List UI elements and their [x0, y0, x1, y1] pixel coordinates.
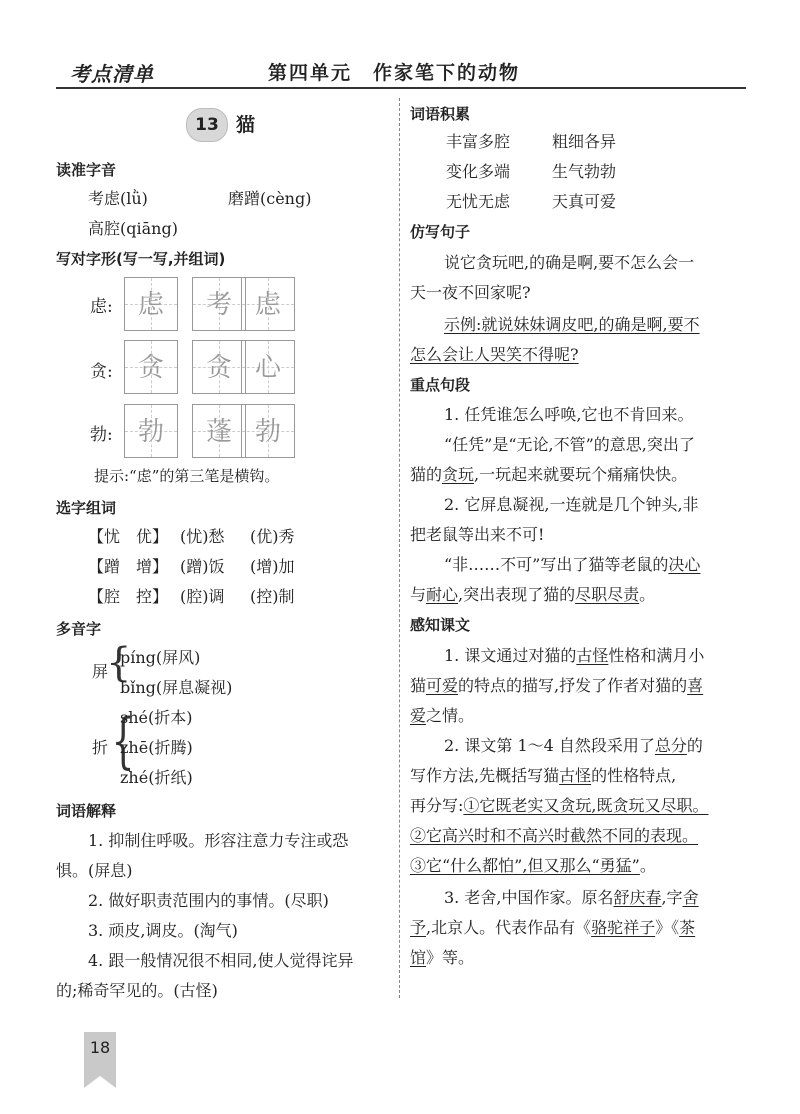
section-imitate-title: 仿写句子 [410, 223, 471, 241]
section-polyphone-title: 多音字 [56, 620, 102, 638]
lesson-title: 猫 [236, 114, 256, 136]
grid-cell: 虑 [241, 277, 295, 331]
brace-icon: { [106, 640, 132, 686]
header-unit-title: 第四单元 作家笔下的动物 [268, 62, 521, 84]
key-4b: 与耐心,突出表现了猫的尽职尽责。 [410, 585, 656, 604]
explain-1b: 惧。(屏息) [56, 861, 133, 880]
polyphone-zhe-2: zhē(折腾) [120, 738, 193, 757]
polyphone-zhe-1: shé(折本) [120, 708, 193, 727]
key-4a: “非……不可”写出了猫等老鼠的决心 [444, 555, 701, 574]
grid-cell: 虑 [124, 277, 178, 331]
section-pick-title: 选字组词 [56, 499, 117, 517]
perceive-3c: 馆》等。 [410, 948, 475, 967]
perceive-2b: 写作方法,先概括写猫古怪的性格特点, [410, 766, 677, 785]
perceive-2d: ②它高兴时和不高兴时截然不同的表现。 [410, 826, 699, 845]
perceive-2c: 再分写:①它既老实又贪玩,既贪玩又尽职。 [410, 796, 709, 815]
perceive-3a: 3. 老舍,中国作家。原名舒庆春,字舍 [444, 888, 699, 907]
key-2b: 猫的贪玩,一玩起来就要玩个痛痛快快。 [410, 465, 688, 484]
imitate-example-1: 示例:就说妹妹调皮吧,的确是啊,要不 [444, 315, 700, 334]
imitate-2: 天一夜不回家呢? [410, 283, 531, 302]
polyphone-char-ping: 屏 [92, 662, 109, 681]
explain-1a: 1. 抑制住呼吸。形容注意力专注或恐 [88, 831, 349, 850]
grid-cell: 贪 [124, 340, 178, 394]
explain-3: 3. 顽皮,调皮。(淘气) [88, 921, 238, 940]
grid-row-3-label: 勃: [90, 425, 113, 445]
section-writing-title: 写对字形(写一写,并组词) [56, 250, 226, 268]
grid-cell: 心 [241, 340, 295, 394]
perceive-3b: 予,北京人。代表作品有《骆驼祥子》《茶 [410, 918, 696, 937]
key-3b: 把老鼠等出来不可! [410, 525, 545, 544]
polyphone-ping-2: bǐng(屏息凝视) [120, 678, 233, 697]
header-rule [56, 87, 746, 89]
grid-row-2-label: 贪: [90, 362, 113, 382]
pick-row-1-options: 【忧 优】 [88, 527, 169, 546]
lesson-number-badge: 13 [186, 108, 228, 142]
explain-4a: 4. 跟一般情况很不相同,使人觉得诧异 [88, 951, 354, 970]
word-4: 生气勃勃 [552, 162, 617, 181]
section-key-title: 重点句段 [410, 376, 471, 394]
polyphone-zhe-3: zhé(折纸) [120, 768, 193, 787]
section-words-title: 词语积累 [410, 105, 471, 123]
section-explain-title: 词语解释 [56, 802, 117, 820]
pron-item-3: 高腔(qiāng) [88, 219, 178, 238]
pick-row-3-a: (腔)调 [180, 587, 225, 606]
key-3a: 2. 它屏息凝视,一连就是几个钟头,非 [444, 495, 699, 514]
column-divider [399, 98, 400, 998]
pick-row-3-b: (控)制 [250, 587, 295, 606]
pron-item-2: 磨蹭(cèng) [228, 189, 312, 208]
grid-cell: 勃 [241, 404, 295, 458]
word-6: 天真可爱 [552, 192, 617, 211]
section-perceive-title: 感知课文 [410, 616, 471, 634]
grid-cell: 勃 [124, 404, 178, 458]
pick-row-2-a: (蹭)饭 [180, 557, 225, 576]
word-5: 无忧无虑 [446, 192, 511, 211]
pick-row-2-b: (增)加 [250, 557, 295, 576]
key-1: 1. 任凭谁怎么呼唤,它也不肯回来。 [444, 405, 694, 424]
page-tab-tip [84, 1076, 116, 1088]
polyphone-ping-1: píng(屏风) [120, 648, 201, 667]
pick-row-1-b: (优)秀 [250, 527, 295, 546]
header-brand: 考点清单 [70, 62, 154, 86]
pick-row-2-options: 【蹭 增】 [88, 557, 169, 576]
perceive-1b: 猫可爱的特点的描写,抒发了作者对猫的喜 [410, 676, 704, 695]
page-number: 18 [89, 1038, 111, 1057]
imitate-1: 说它贪玩吧,的确是啊,要不怎么会一 [444, 253, 695, 272]
pick-row-1-a: (忧)愁 [180, 527, 225, 546]
word-1: 丰富多腔 [446, 132, 511, 151]
explain-2: 2. 做好职责范围内的事情。(尽职) [88, 891, 329, 910]
pron-item-1: 考虑(lǜ) [88, 189, 148, 208]
grid-cell: 蓬 [192, 404, 246, 458]
word-3: 变化多端 [446, 162, 511, 181]
grid-cell: 考 [192, 277, 246, 331]
polyphone-char-zhe: 折 [92, 738, 109, 757]
perceive-1c: 爱之情。 [410, 706, 475, 725]
imitate-example-2: 怎么会让人哭笑不得呢? [410, 345, 579, 364]
stroke-tip: 提示:“虑”的第三笔是横钩。 [94, 467, 280, 485]
perceive-2a: 2. 课文第 1～4 自然段采用了总分的 [444, 736, 703, 755]
grid-row-1-label: 虑: [90, 297, 113, 317]
brace-icon: { [111, 706, 135, 776]
section-pronunciation-title: 读准字音 [56, 161, 117, 179]
pick-row-3-options: 【腔 控】 [88, 587, 169, 606]
explain-4b: 的;稀奇罕见的。(古怪) [56, 981, 218, 1000]
word-2: 粗细各异 [552, 132, 617, 151]
perceive-2e: ③它“什么都怕”,但又那么“勇猛”。 [410, 856, 656, 875]
key-2a: “任凭”是“无论,不管”的意思,突出了 [444, 435, 695, 454]
perceive-1a: 1. 课文通过对猫的古怪性格和满月小 [444, 646, 705, 665]
grid-cell: 贪 [192, 340, 246, 394]
